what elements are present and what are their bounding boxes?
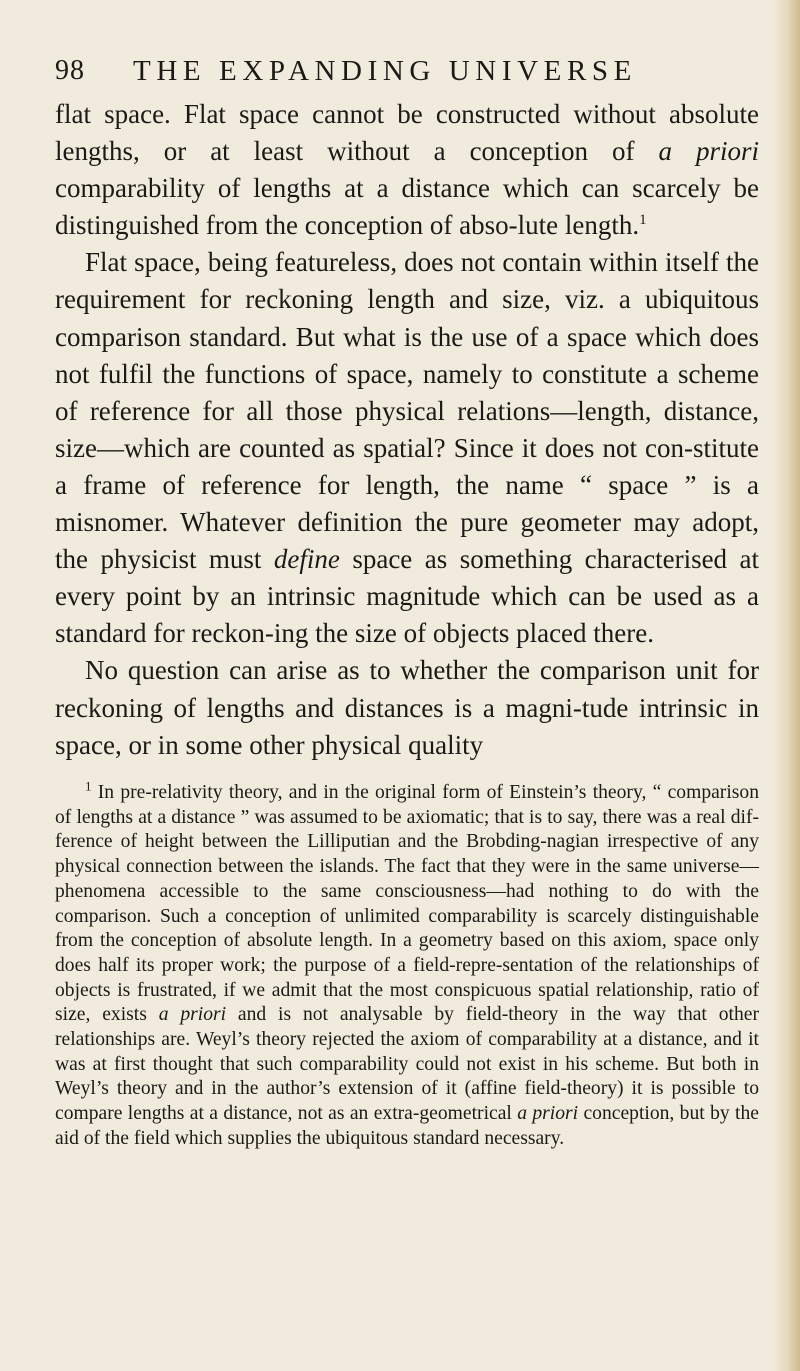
- para1-text-a: flat space. Flat space cannot be constructed without absolute lengths, or at least without a conception of: [55, 99, 759, 167]
- running-title: THE EXPANDING UNIVERSE: [133, 55, 637, 87]
- running-header: [55, 55, 745, 95]
- footnote-italic-1: a priori: [158, 1004, 227, 1026]
- footnote-italic-2: a priori: [517, 1103, 579, 1125]
- paragraph-2: [55, 244, 759, 652]
- footnote-text-b: and is not analysable by field-theory in the way that other relationships are. Weyl’s theory rejected the axiom of comparability at a distance, and it was at first thought that such comparability could not exist in his scheme. But both in Weyl’s theory and in the author’s extension of it (affine field-theory) it is possible to compare lengths at a distance, not as an extra-geometrical: [55, 1004, 759, 1125]
- footnote-text-c: conception, but by the aid of the field which supplies the ubiquitous standard necessary.: [55, 1103, 759, 1149]
- page-edge-shadow: [774, 0, 800, 1371]
- main-text: [55, 96, 759, 764]
- page-number: 98: [55, 55, 85, 86]
- para2-text-b: space as something characterised at every point by an intrinsic magnitude which can be used as a standard for reckon-ing the size of objects placed there.: [55, 544, 760, 649]
- footnote-text-a: In pre-relativity theory, and in the original form of Einstein’s theory, “ comparison of lengths at a distance ” was assumed to be axiomatic; that is to say, there was a real dif-ference of height between the Lilliputian and the Brobding-nagian irrespective of any physical connection between the islands. The fact that they were in the same universe— phenomena accessible to the same consciousness—had nothing to do with the comparison. Such a conception of unlimited comparability is scarcely distinguishable from the conception of absolute length. In a geometry based on this axiom, space only does half its proper work; the purpose of a field-repre-sentation of the relationships of objects is frustrated, if we admit that the most conspicuous spatial relationship, ratio of size, exists: [55, 782, 759, 1026]
- para1-text-b: comparability of lengths at a distance which can scarcely be distinguished from the conception of abso-lute length.: [55, 173, 759, 241]
- para1-italic: a priori: [658, 136, 759, 167]
- footnote-1: [55, 778, 759, 1152]
- para3-text: No question can arise as to whether the comparison unit for reckoning of lengths and distances is a magni-tude intrinsic in space, or in some other physical quality: [55, 655, 759, 760]
- footnote-reference: 1: [639, 212, 647, 229]
- para2-italic: define: [273, 544, 340, 575]
- paragraph-1: [55, 96, 759, 244]
- footnote-section: [55, 778, 759, 1152]
- para2-text-a: Flat space, being featureless, does not contain within itself the requirement for reckoning length and size, viz. a ubiquitous comparison standard. But what is the use of a space which does not fulfil the functions of space, namely to constitute a scheme of reference for all those physical relations—length, distance, size—which are counted as spatial? Since it does not con-stitute a frame of reference for length, the name “ space ” is a misnomer. Whatever definition the pure geometer may adopt, the physicist must: [55, 247, 759, 575]
- paragraph-3: [55, 652, 759, 763]
- footnote-marker: 1: [85, 778, 92, 794]
